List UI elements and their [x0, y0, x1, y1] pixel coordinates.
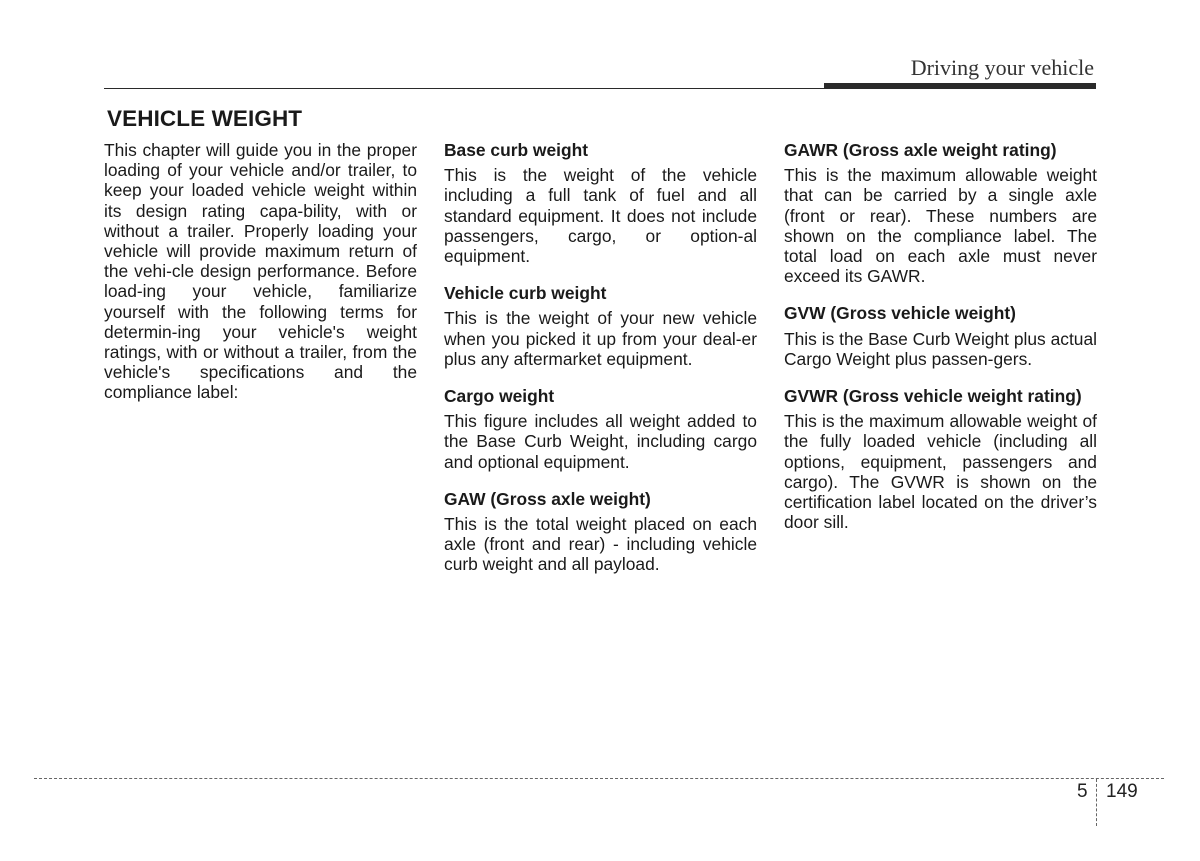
definition-term: GVWR (Gross vehicle weight rating) — [784, 386, 1082, 407]
column-ratings — [784, 140, 1097, 549]
text-line: This is the maximum allowable — [784, 165, 1038, 186]
text-line: This is the weight of your new vehicle — [444, 308, 757, 329]
intro-block — [104, 140, 417, 403]
definition-text — [784, 165, 1097, 286]
section-title: VEHICLE WEIGHT — [107, 106, 303, 131]
definition-term: Base curb weight — [444, 140, 588, 160]
text-line: ing your vehicle, familiarize yourself — [104, 281, 417, 322]
footer-divider — [1096, 779, 1097, 826]
text-line: when you picked it up from your deal- — [444, 328, 742, 349]
text-line: label: — [196, 382, 239, 403]
definition-gvw — [784, 303, 1097, 369]
text-line: bility, with or without a trailer. — [104, 200, 417, 241]
definition-term: GAWR (Gross axle weight rating) — [784, 140, 1057, 160]
text-line: trailer, to keep your loaded vehicle — [104, 160, 417, 201]
definition-text — [444, 308, 757, 369]
definition-vehicle-curb-weight — [444, 283, 757, 369]
definition-text — [444, 411, 757, 472]
text-line: is shown on the certification label — [784, 471, 1097, 513]
text-line: never exceed its GAWR. — [784, 246, 1097, 287]
column-intro — [104, 140, 417, 420]
text-line: with the following terms for determin- — [104, 301, 417, 342]
chapter-number: 5 — [1077, 781, 1088, 802]
text-line: standard equipment. It does not — [444, 205, 696, 226]
footer-rule — [34, 778, 1164, 779]
definition-base-curb-weight — [444, 140, 757, 266]
text-line: This is the Base Curb Weight plus — [784, 328, 1046, 349]
text-line: each axle (front and rear) - including — [444, 514, 757, 555]
definition-term: GAW (Gross axle weight) — [444, 488, 651, 509]
definition-gaw — [444, 489, 757, 575]
text-line: are shown on the compliance label. — [784, 205, 1097, 246]
text-line: This chapter will guide you in the — [104, 140, 362, 160]
running-header: Driving your vehicle — [910, 55, 1094, 80]
text-line: er plus any aftermarket equipment. — [444, 328, 757, 369]
definition-text — [784, 411, 1097, 532]
text-line: including a full tank of fuel and all — [444, 185, 757, 206]
text-line: to the Base Curb Weight, including — [444, 411, 757, 452]
text-line: gers. — [993, 348, 1033, 369]
definition-gvwr — [784, 386, 1097, 532]
definition-term: GVW (Gross vehicle weight) — [784, 303, 1016, 324]
text-line: weight that can be carried by a single — [784, 165, 1097, 206]
text-line: Properly loading your vehicle will — [104, 220, 418, 262]
text-line: This figure includes all weight added — [444, 411, 736, 432]
header-rule-accent — [824, 83, 1096, 89]
text-line: cle design performance. Before load- — [104, 261, 417, 302]
intro-paragraph — [104, 140, 417, 403]
definition-text — [444, 514, 757, 575]
text-line: or without a trailer, from the vehicle's — [104, 342, 417, 383]
text-line: specifications and the compliance — [104, 362, 417, 403]
text-line: actual Cargo Weight plus passen- — [784, 328, 1097, 369]
definition-gawr — [784, 140, 1097, 286]
text-line: This is the total weight placed on — [444, 514, 712, 535]
text-line: cargo and optional equipment. — [444, 431, 757, 472]
text-line: provide maximum return of the vehi- — [104, 241, 417, 282]
text-line: proper loading of your vehicle and/or — [104, 140, 417, 181]
definition-term: Cargo weight — [444, 386, 555, 407]
text-line: The total load on each axle must — [784, 225, 1097, 267]
text-line: include passengers, cargo, or option- — [444, 205, 757, 246]
definition-term: Vehicle curb weight — [444, 283, 607, 304]
definition-cargo-weight — [444, 386, 757, 472]
column-weights — [444, 140, 757, 592]
text-line: weight within its design rating capa- — [104, 180, 417, 221]
text-line: vehicle curb weight and all payload. — [444, 534, 757, 575]
text-line: This is the weight of the vehicle — [444, 165, 757, 186]
text-line: al equipment. — [444, 225, 757, 267]
definition-text — [444, 165, 757, 266]
text-line: axle (front or rear). These numbers — [784, 185, 1097, 226]
definition-text — [784, 329, 1097, 369]
page-number: 149 — [1106, 781, 1138, 802]
text-line: passengers and cargo). The GVWR — [784, 451, 1097, 492]
text-line: located on the driver’s door sill. — [784, 492, 1098, 533]
text-line: weight of the fully loaded vehicle — [784, 411, 1097, 452]
text-line: ing your vehicle's weight ratings, with — [104, 321, 417, 363]
text-line: This is the maximum allowable — [784, 411, 1022, 432]
text-line: (including all options, equipment, — [784, 431, 1098, 472]
